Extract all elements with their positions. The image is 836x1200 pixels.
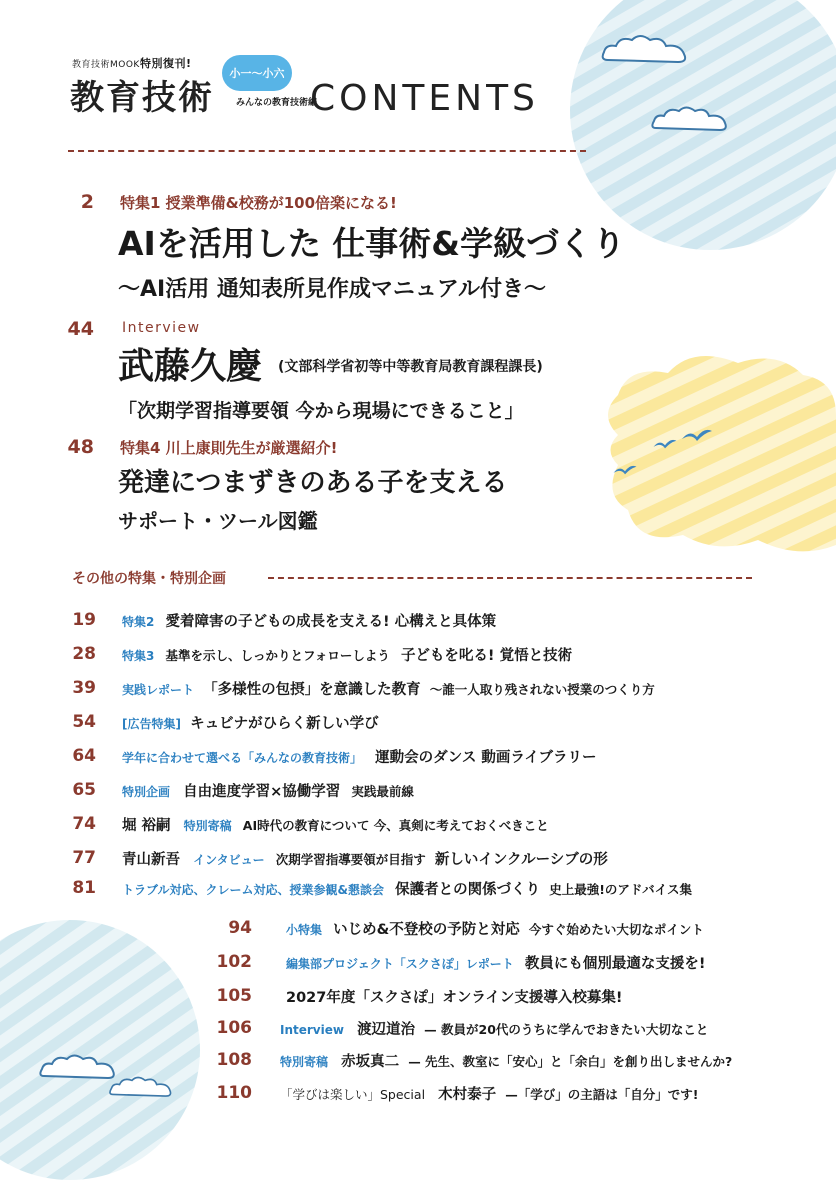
lower-row-extra: 今すぐ始めたい大切なポイント bbox=[528, 922, 704, 937]
row-item bbox=[122, 644, 572, 665]
row-item bbox=[122, 780, 414, 801]
lower-row-label: 小特集 bbox=[286, 923, 323, 937]
feature-3-headline: 発達につまずきのある子を支える bbox=[118, 468, 508, 498]
other-section-title: その他の特集・特別企画 bbox=[72, 571, 226, 587]
row-label: 特別寄稿 bbox=[183, 819, 232, 833]
row-item bbox=[122, 678, 655, 699]
row-page: 39 bbox=[72, 678, 96, 698]
cloud-icon bbox=[108, 1074, 174, 1100]
cloud-icon bbox=[650, 104, 730, 134]
special-label: 特別復刊! bbox=[140, 57, 192, 70]
feature-1-page: 2 bbox=[80, 191, 94, 213]
row-label: [広告特集] bbox=[122, 717, 181, 731]
row-title: 「多様性の包摂」を意識した教育 bbox=[203, 682, 421, 698]
lower-row-title: いじめ&不登校の予防と対応 bbox=[333, 922, 520, 938]
grade-badge bbox=[222, 55, 292, 91]
row-page: 64 bbox=[72, 746, 96, 766]
row-label: 特別企画 bbox=[122, 785, 171, 799]
bird-icon bbox=[612, 462, 638, 476]
cloud-icon bbox=[38, 1052, 118, 1082]
lower-row-extra: — 教員が20代のうちに学んでおきたい大切なこと bbox=[424, 1022, 709, 1037]
row-title: 自由進度学習×協働学習 bbox=[183, 784, 341, 800]
contents-heading: CONTENTS bbox=[310, 78, 539, 119]
cloud-icon bbox=[600, 32, 690, 66]
bird-icon bbox=[680, 425, 714, 443]
grade-badge-text: 小一〜小六 bbox=[229, 67, 285, 80]
row-title: キュビナがひらく新しい学び bbox=[190, 716, 379, 732]
lower-row-title: 木村泰子 bbox=[438, 1087, 497, 1103]
lower-row-extra: —「学び」の主語は「自分」です! bbox=[505, 1087, 699, 1102]
lower-row-page: 110 bbox=[216, 1083, 252, 1103]
row-label: 特集3 bbox=[122, 649, 155, 663]
row-title: 愛着障害の子どもの成長を支える! 心構えと具体策 bbox=[165, 614, 497, 630]
lower-row-title: 2027年度「スクさぽ」オンライン支援導入校募集! bbox=[286, 990, 623, 1006]
row-page: 19 bbox=[72, 610, 96, 630]
row-item bbox=[122, 712, 379, 733]
mook-label: 教育技術MOOK bbox=[72, 60, 140, 70]
feature-1-headline: AIを活用した 仕事術&学級づくり bbox=[118, 224, 626, 263]
row-title: 保護者との関係づくり bbox=[395, 882, 541, 898]
sky-circle-bottom-left bbox=[0, 910, 210, 1190]
lower-row-title: 渡辺道治 bbox=[357, 1022, 416, 1038]
yellow-cloud-shape bbox=[598, 345, 836, 555]
row-extra: 史上最強!のアドバイス集 bbox=[549, 882, 693, 897]
lower-row-item bbox=[286, 918, 704, 939]
feature-2-name: 武藤久慶 bbox=[118, 346, 263, 387]
row-extra: 〜誰一人取り残されない授業のつくり方 bbox=[429, 682, 655, 697]
row-page: 65 bbox=[72, 780, 96, 800]
row-item bbox=[122, 610, 496, 631]
row-extra: 新しいインクルーシブの形 bbox=[434, 852, 608, 868]
lower-row-title: 教員にも個別最適な支援を! bbox=[524, 956, 706, 972]
row-page: 74 bbox=[72, 814, 96, 834]
row-title: 次期学習指導要領が目指す bbox=[275, 852, 426, 867]
edited-by: みんなの教育技術編 bbox=[236, 98, 318, 108]
row-label: インタビュー bbox=[193, 853, 265, 867]
lower-row-page: 106 bbox=[216, 1018, 252, 1038]
feature-1-tag: 特集1 授業準備&校務が100倍楽になる! bbox=[120, 194, 397, 212]
feature-2-subline: 「次期学習指導要領 今から現場にできること」 bbox=[118, 400, 524, 422]
feature-3-subline: サポート・ツール図鑑 bbox=[118, 509, 318, 533]
row-item bbox=[122, 878, 692, 899]
lower-row-page: 108 bbox=[216, 1050, 252, 1070]
lower-row-item bbox=[286, 952, 705, 973]
lower-row-page: 102 bbox=[216, 952, 252, 972]
row-label: 実践レポート bbox=[122, 683, 195, 697]
row-item bbox=[122, 848, 608, 869]
feature-3-page: 48 bbox=[67, 436, 94, 458]
row-item bbox=[122, 814, 549, 835]
lower-row-label: 「学びは楽しい」Special bbox=[280, 1087, 426, 1102]
lower-row-page: 105 bbox=[216, 986, 252, 1006]
row-label: 学年に合わせて選べる「みんなの教育技術」 bbox=[122, 751, 363, 765]
row-extra: 子どもを叱る! 覚悟と技術 bbox=[400, 648, 573, 664]
row-extra: 実践最前線 bbox=[351, 784, 414, 799]
row-page: 28 bbox=[72, 644, 96, 664]
lower-row-item bbox=[280, 1018, 708, 1039]
lower-row-label: 特別寄稿 bbox=[280, 1055, 329, 1069]
row-title: AI時代の教育について 今、真剣に考えておくべきこと bbox=[242, 818, 549, 833]
lower-row-label: Interview bbox=[280, 1023, 344, 1037]
other-section-divider bbox=[268, 577, 752, 579]
row-label: トラブル対応、クレーム対応、授業参観&懇談会 bbox=[122, 883, 384, 897]
row-item bbox=[122, 746, 597, 767]
row-page: 81 bbox=[72, 878, 96, 898]
lower-row-title: 赤坂真二 bbox=[341, 1054, 400, 1070]
row-name: 青山新吾 bbox=[122, 852, 180, 868]
lower-row-label: 編集部プロジェクト「スクさぽ」レポート bbox=[286, 957, 514, 971]
row-title: 運動会のダンス 動画ライブラリー bbox=[375, 750, 597, 766]
row-label: 特集2 bbox=[122, 615, 155, 629]
bird-icon bbox=[652, 436, 678, 450]
feature-2-affiliation: (文部科学省初等中等教育局教育課程課長) bbox=[278, 359, 543, 375]
feature-1-subline: 〜AI活用 通知表所見作成マニュアル付き〜 bbox=[118, 277, 546, 302]
lower-row-extra: — 先生、教室に「安心」と「余白」を創り出しませんか? bbox=[408, 1054, 733, 1069]
row-page: 54 bbox=[72, 712, 96, 732]
lower-row-page: 94 bbox=[228, 918, 252, 938]
feature-2-tag: Interview bbox=[122, 320, 201, 336]
lower-row-item bbox=[280, 1083, 698, 1104]
row-name: 堀 裕嗣 bbox=[122, 818, 171, 834]
lower-row-item bbox=[280, 1050, 732, 1071]
row-title: 基準を示し、しっかりとフォローしよう bbox=[165, 648, 390, 663]
feature-3-tag: 特集4 川上康則先生が厳選紹介! bbox=[120, 439, 338, 457]
header-divider bbox=[68, 150, 586, 152]
feature-2-page: 44 bbox=[67, 318, 94, 340]
lower-row-item bbox=[286, 986, 623, 1007]
logo-title: 教育技術 bbox=[70, 78, 214, 118]
row-page: 77 bbox=[72, 848, 96, 868]
